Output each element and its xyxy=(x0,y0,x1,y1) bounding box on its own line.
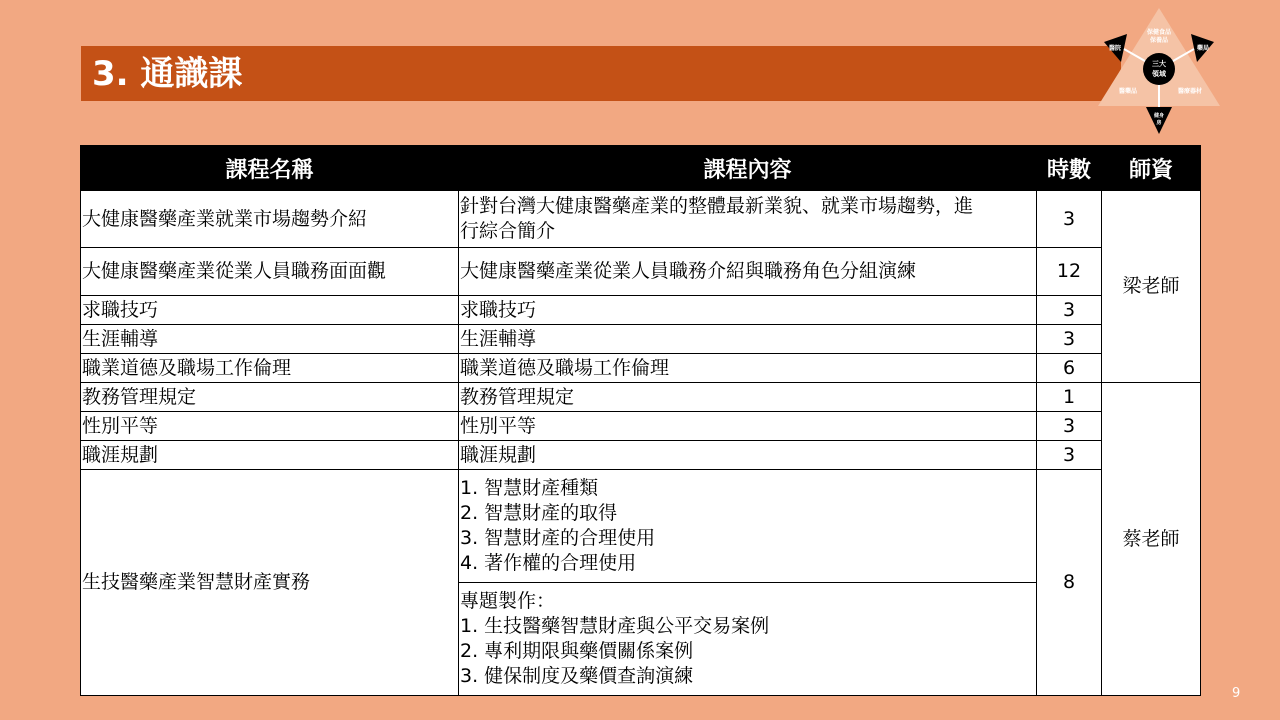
header-instructor: 師資 xyxy=(1102,146,1201,191)
svg-text:保養品: 保養品 xyxy=(1149,37,1169,44)
course-hours: 8 xyxy=(1037,470,1102,696)
course-name: 生涯輔導 xyxy=(81,325,459,354)
course-hours: 6 xyxy=(1037,354,1102,383)
table-row xyxy=(81,325,1201,354)
slide-title: 3. 通識課 xyxy=(92,54,243,94)
course-content: 1. 智慧財產種類 2. 智慧財產的取得 3. 智慧財產的合理使用 4. 著作權的合理使用 xyxy=(459,470,1037,583)
course-content: 針對台灣大健康醫藥產業的整體最新業貌、就業市場趨勢，進 行綜合簡介 xyxy=(459,191,1037,248)
course-content: 職涯規劃 xyxy=(459,441,1037,470)
course-name: 大健康醫藥產業從業人員職務面面觀 xyxy=(81,248,459,296)
course-table xyxy=(80,145,1201,696)
table-row xyxy=(81,354,1201,383)
course-hours: 1 xyxy=(1037,383,1102,412)
course-name: 教務管理規定 xyxy=(81,383,459,412)
table-row xyxy=(81,412,1201,441)
course-hours: 3 xyxy=(1037,412,1102,441)
header-course-name: 課程名稱 xyxy=(81,146,459,191)
course-name: 性別平等 xyxy=(81,412,459,441)
table-row xyxy=(81,470,1201,583)
table-row xyxy=(81,383,1201,412)
svg-text:保健食品: 保健食品 xyxy=(1146,29,1172,36)
header-hours: 時數 xyxy=(1037,146,1102,191)
course-content: 大健康醫藥產業從業人員職務介紹與職務角色分組演練 xyxy=(459,248,1037,296)
course-hours: 3 xyxy=(1037,296,1102,325)
svg-text:房: 房 xyxy=(1156,120,1162,126)
svg-text:三大: 三大 xyxy=(1152,60,1166,68)
course-content: 教務管理規定 xyxy=(459,383,1037,412)
logo-center-circle xyxy=(1143,53,1175,85)
course-hours: 12 xyxy=(1037,248,1102,296)
instructor-cell: 蔡老師 xyxy=(1102,383,1201,696)
course-content: 專題製作： 1. 生技醫藥智慧財產與公平交易案例 2. 專利期限與藥價關係案例 3. 健保制度及藥價查詢演練 xyxy=(459,583,1037,696)
svg-text:醫院: 醫院 xyxy=(1108,45,1122,52)
table-row xyxy=(81,248,1201,296)
table-header-row xyxy=(81,146,1201,191)
course-hours: 3 xyxy=(1037,325,1102,354)
course-content: 性別平等 xyxy=(459,412,1037,441)
svg-text:醫療器材: 醫療器材 xyxy=(1177,88,1203,95)
course-content: 生涯輔導 xyxy=(459,325,1037,354)
instructor-cell: 梁老師 xyxy=(1102,191,1201,383)
table-row xyxy=(81,296,1201,325)
page-number: 9 xyxy=(1232,686,1241,701)
course-content: 職業道德及職場工作倫理 xyxy=(459,354,1037,383)
svg-text:醫藥品: 醫藥品 xyxy=(1118,88,1138,95)
svg-text:領域: 領域 xyxy=(1152,70,1166,78)
svg-text:健身: 健身 xyxy=(1153,113,1165,119)
course-name: 職涯規劃 xyxy=(81,441,459,470)
course-name: 求職技巧 xyxy=(81,296,459,325)
header-course-content: 課程內容 xyxy=(459,146,1037,191)
course-name: 生技醫藥產業智慧財產實務 xyxy=(81,470,459,696)
svg-text:藥局: 藥局 xyxy=(1196,45,1210,52)
course-hours: 3 xyxy=(1037,441,1102,470)
course-name: 職業道德及職場工作倫理 xyxy=(81,354,459,383)
three-domains-logo xyxy=(1094,4,1224,138)
table-row xyxy=(81,441,1201,470)
course-hours: 3 xyxy=(1037,191,1102,248)
table-row xyxy=(81,191,1201,248)
course-name: 大健康醫藥產業就業市場趨勢介紹 xyxy=(81,191,459,248)
course-content: 求職技巧 xyxy=(459,296,1037,325)
